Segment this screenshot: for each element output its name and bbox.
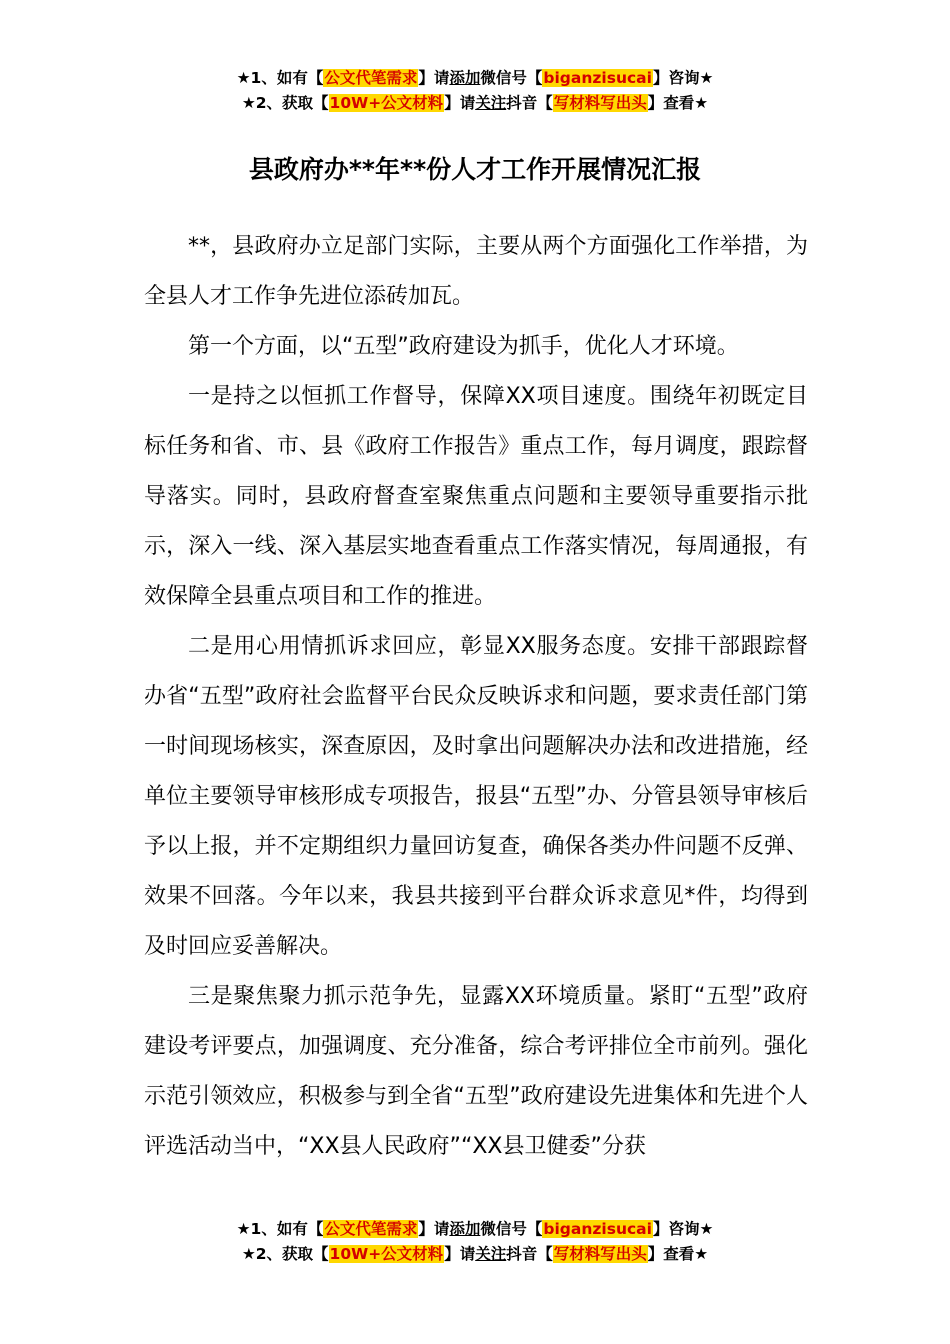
banner-highlight: 公文代笔需求	[324, 1220, 418, 1238]
banner-text: 】请	[444, 1245, 476, 1263]
banner-highlight: biganzisucai	[543, 1220, 652, 1238]
banner-underline: 关注	[475, 1245, 507, 1263]
banner-text: 抖音【	[506, 1245, 553, 1263]
banner-text: ★1、如有【	[236, 69, 324, 87]
banner-highlight: 写材料写出头	[553, 94, 647, 112]
document-body	[144, 222, 808, 1172]
banner-line-2	[0, 91, 950, 116]
banner-text: 】请	[418, 1220, 450, 1238]
banner-text: ★2、获取【	[241, 94, 329, 112]
banner-text: 】查看★	[647, 94, 709, 112]
banner-text: 】请	[444, 94, 476, 112]
banner-line-1	[0, 1217, 950, 1242]
banner-highlight: 10W+公文材料	[329, 1245, 444, 1263]
footer-banner	[0, 1217, 950, 1267]
paragraph: 第一个方面，以“五型”政府建设为抓手，优化人才环境。	[188, 334, 739, 359]
banner-text: 】查看★	[647, 1245, 709, 1263]
banner-underline: 添加	[449, 69, 481, 87]
banner-text: ★1、如有【	[236, 1220, 324, 1238]
banner-text: 】请	[418, 69, 450, 87]
paragraph: 三是聚焦聚力抓示范争先，显露XX环境质量。紧盯“五型”政府建设考评要点，加强调度、充分准备，综合考评排位全市前列。强化示范引领效应，积极参与到全省“五型”政府建设先进集体和先进个人评选活动当中，“XX县人民政府”“XX县卫健委”分获	[144, 984, 808, 1159]
banner-text: ★2、获取【	[241, 1245, 329, 1263]
banner-underline: 关注	[475, 94, 507, 112]
banner-highlight: 公文代笔需求	[324, 69, 418, 87]
banner-text: 】咨询★	[652, 1220, 714, 1238]
banner-text: 】咨询★	[652, 69, 714, 87]
paragraph: 二是用心用情抓诉求回应，彰显XX服务态度。安排干部跟踪督办省“五型”政府社会监督平台民众反映诉求和问题，要求责任部门第一时间现场核实，深查原因，及时拿出问题解决办法和改进措施，经单位主要领导审核形成专项报告，报县“五型”办、分管县领导审核后予以上报，并不定期组织力量回访复查，确保各类办件问题不反弹、效果不回落。今年以来，我县共接到平台群众诉求意见*件，均得到及时回应妥善解决。	[144, 634, 808, 959]
document-title: 县政府办**年**份人才工作开展情况汇报	[248, 155, 702, 184]
banner-line-2	[0, 1242, 950, 1267]
banner-text: 微信号【	[480, 1220, 543, 1238]
banner-highlight: 写材料写出头	[553, 1245, 647, 1263]
banner-line-1	[0, 66, 950, 91]
paragraph: 一是持之以恒抓工作督导，保障XX项目速度。围绕年初既定目标任务和省、市、县《政府工作报告》重点工作，每月调度，跟踪督导落实。同时，县政府督查室聚焦重点问题和主要领导重要指示批示，深入一线、深入基层实地查看重点工作落实情况，每周通报，有效保障全县重点项目和工作的推进。	[144, 384, 808, 609]
paragraph: **，县政府办立足部门实际，主要从两个方面强化工作举措，为全县人才工作争先进位添砖加瓦。	[144, 234, 808, 309]
banner-underline: 添加	[449, 1220, 481, 1238]
banner-text: 微信号【	[480, 69, 543, 87]
banner-text: 抖音【	[506, 94, 553, 112]
header-banner	[0, 66, 950, 116]
banner-highlight: biganzisucai	[543, 69, 652, 87]
banner-highlight: 10W+公文材料	[329, 94, 444, 112]
